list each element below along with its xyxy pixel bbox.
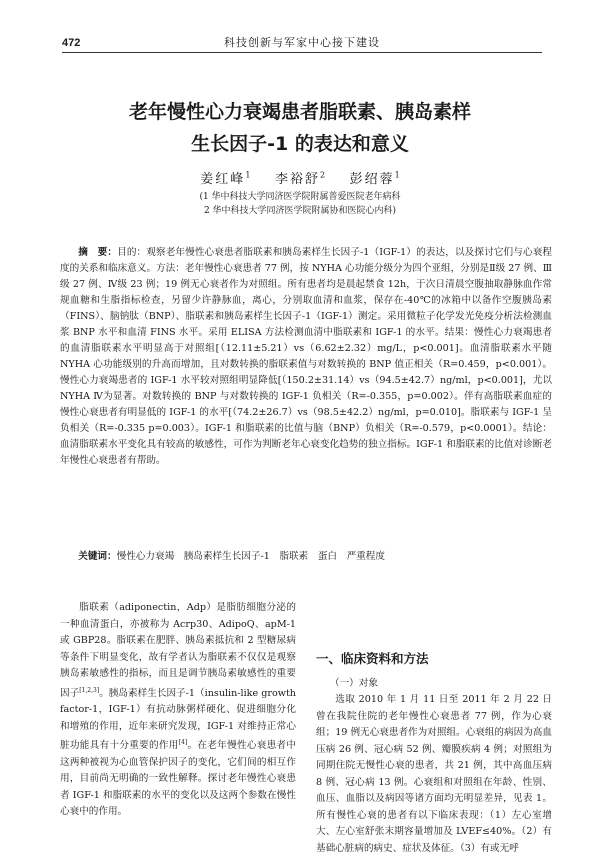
methods-paragraph: 选取 2010 年 1 月 11 日至 2011 年 2 月 22 日曾在我院住院的老年慢性心衰患者 77 例，作为心衰组；19 例无心衰患者作为对照组。心衰组的病因为高血压病 26 例、冠心病 52 例、瓣膜疾病 4 例；对照组为同期住院无慢性心衰的患者，共 21 例，其中高血压病 8 例、冠心病 13 例。心衰组和对照组在年龄、性别、血压、血脂以及病因等诸方面均无明显差异，见表 1。所有慢性心衰的患者有以下临床表现：（1）左心室增大、左心室舒张末期容量增加及 LVEF≤40%。（2）有基础心脏病的病史、症状及体征。（3）有或无呼 bbox=[316, 694, 552, 854]
running-header bbox=[62, 36, 542, 53]
author-affil-mark: 2 bbox=[319, 170, 326, 180]
keywords-label: 关键词： bbox=[78, 551, 117, 562]
page-number: 472 bbox=[62, 37, 81, 49]
intro-text-c: 。在老年慢性心衰患者中这两种被视为心血管保护因子的变化，它们间的相互作用，目前尚无明确的一致性解释。探讨老年慢性心衰患者 IGF-1 和脂联素的水平的变化以及这两个参数在慢性心衰中的作用。 bbox=[60, 740, 297, 818]
abstract-label: 摘 要： bbox=[78, 247, 118, 258]
journal-name: 科技创新与军家中心接下建设 bbox=[224, 36, 380, 49]
intro-text-b: 。胰岛素样生长因子-1（insulin-like growth factor-1，IGF-1）有抗动脉粥样硬化、促进细胞分化和增殖的作用，近年来研究发现，IGF-1 对维持正常心脏功能具有十分重要的作用 bbox=[60, 687, 296, 752]
keywords-text: 慢性心力衰竭 胰岛素样生长因子-1 脂联素 蛋白 严重程度 bbox=[116, 551, 385, 562]
author-affil-mark: 1 bbox=[245, 170, 251, 180]
keywords bbox=[60, 549, 552, 565]
affiliation-line: (1 华中科技大学同济医学院附属普爱医院老年病科 bbox=[199, 192, 401, 202]
section-heading: 一、临床资料和方法 bbox=[316, 651, 429, 666]
author-name: 彭绍蓉 bbox=[349, 172, 395, 187]
author-list bbox=[40, 168, 560, 187]
intro-text-a: 脂联素（adiponectin，Adp）是脂肪细胞分泌的一种血清蛋白，亦被称为 Acrp30、AdipoQ、apM-1 或 GBP28。脂联素在肥胖、胰岛素抵抗和 2 型糖尿病等条件下明显变化，故有学者认为脂联素不仅仅是观察胰岛素敏感性的指标，而且是调节胰岛素敏感性的重要因子 bbox=[60, 602, 296, 699]
abstract bbox=[60, 245, 552, 469]
affiliation-line: 2 华中科技大学同济医学院附属协和医院心内科) bbox=[203, 206, 397, 216]
article-title bbox=[40, 96, 560, 160]
affiliations bbox=[40, 190, 560, 218]
title-line-2: 生长因子-1 的表达和意义 bbox=[191, 133, 409, 155]
author-name: 姜红峰 bbox=[200, 172, 246, 187]
intro-paragraph bbox=[60, 600, 296, 821]
citation: [4] bbox=[178, 739, 188, 747]
author-name: 李裕舒 bbox=[274, 172, 320, 187]
abstract-text: 目的：观察老年慢性心衰患者脂联素和胰岛素样生长因子-1（IGF-1）的表达，以及探讨它们与心衰程度的关系和临床意义。方法：老年慢性心衰患者 77 例，按 NYHA 心功能分级分为四个亚组，分别是Ⅱ级 27 例、Ⅲ级 27 例、Ⅳ级 23 例；19 例无心衰者作为对照组。所有患者均是晨起禁食 12h，于次日清晨空腹抽取静脉血作常规血糖和生脂指标检查，另留少许静脉血，离心，分别取血清和血浆，保存在-40℃的冰箱中以备作空腹胰岛素（FINS）、脑钠肽（BNP）、脂联素和胰岛素样生长因子-1（IGF-1）测定。采用微粒子化学发光免疫分析法检测血浆 BNP 水平和血清 FINS 水平。采用 ELISA 方法检测血清中脂联素和 IGF-1 的水平。结果：慢性心力衰竭患者的血清脂联素水平明显高于对照组[（12.11±5.21）vs（6.62±2.32）mg/L，p<0.001]。血清脂联素水平随 NYHA 心功能级别的升高而增加，且对数转换的脂联素值与对数转换的 BNP 值正相关（R=0.459，p<0.001）。慢性心力衰竭患者的 IGF-1 水平较对照组明显降低[（150.2±31.14）vs（94.5±42.7）ng/ml，p<0.001]，尤以 NYHA Ⅳ为显著。对数转换的 BNP 与对数转换的 IGF-1 负相关（R=-0.355，p=0.002）。伴有高脂联素血症的慢性心衰患者有明显低的 IGF-1 的水平[（74.2±26.7）vs（98.5±42.2）ng/ml，p=0.010]。脂联素与 IGF-1 呈负相关（R=-0.335 p=0.003）。IGF-1 和脂联素的比值与脑（BNP）负相关（R=-0.579，p<0.0001）。结论：血清脂联素水平变化具有较高的敏感性，可作为判断老年心衰变化趋势的独立指标。IGF-1 和脂联素的比值对诊断老年慢性心衰患者有帮助。 bbox=[60, 247, 553, 466]
author-affil-mark: 1 bbox=[394, 170, 400, 180]
title-line-1: 老年慢性心力衰竭患者脂联素、胰岛素样 bbox=[128, 101, 471, 123]
subsection-heading: （一）对象 bbox=[330, 678, 378, 689]
citation: [1,2,3] bbox=[79, 686, 100, 694]
